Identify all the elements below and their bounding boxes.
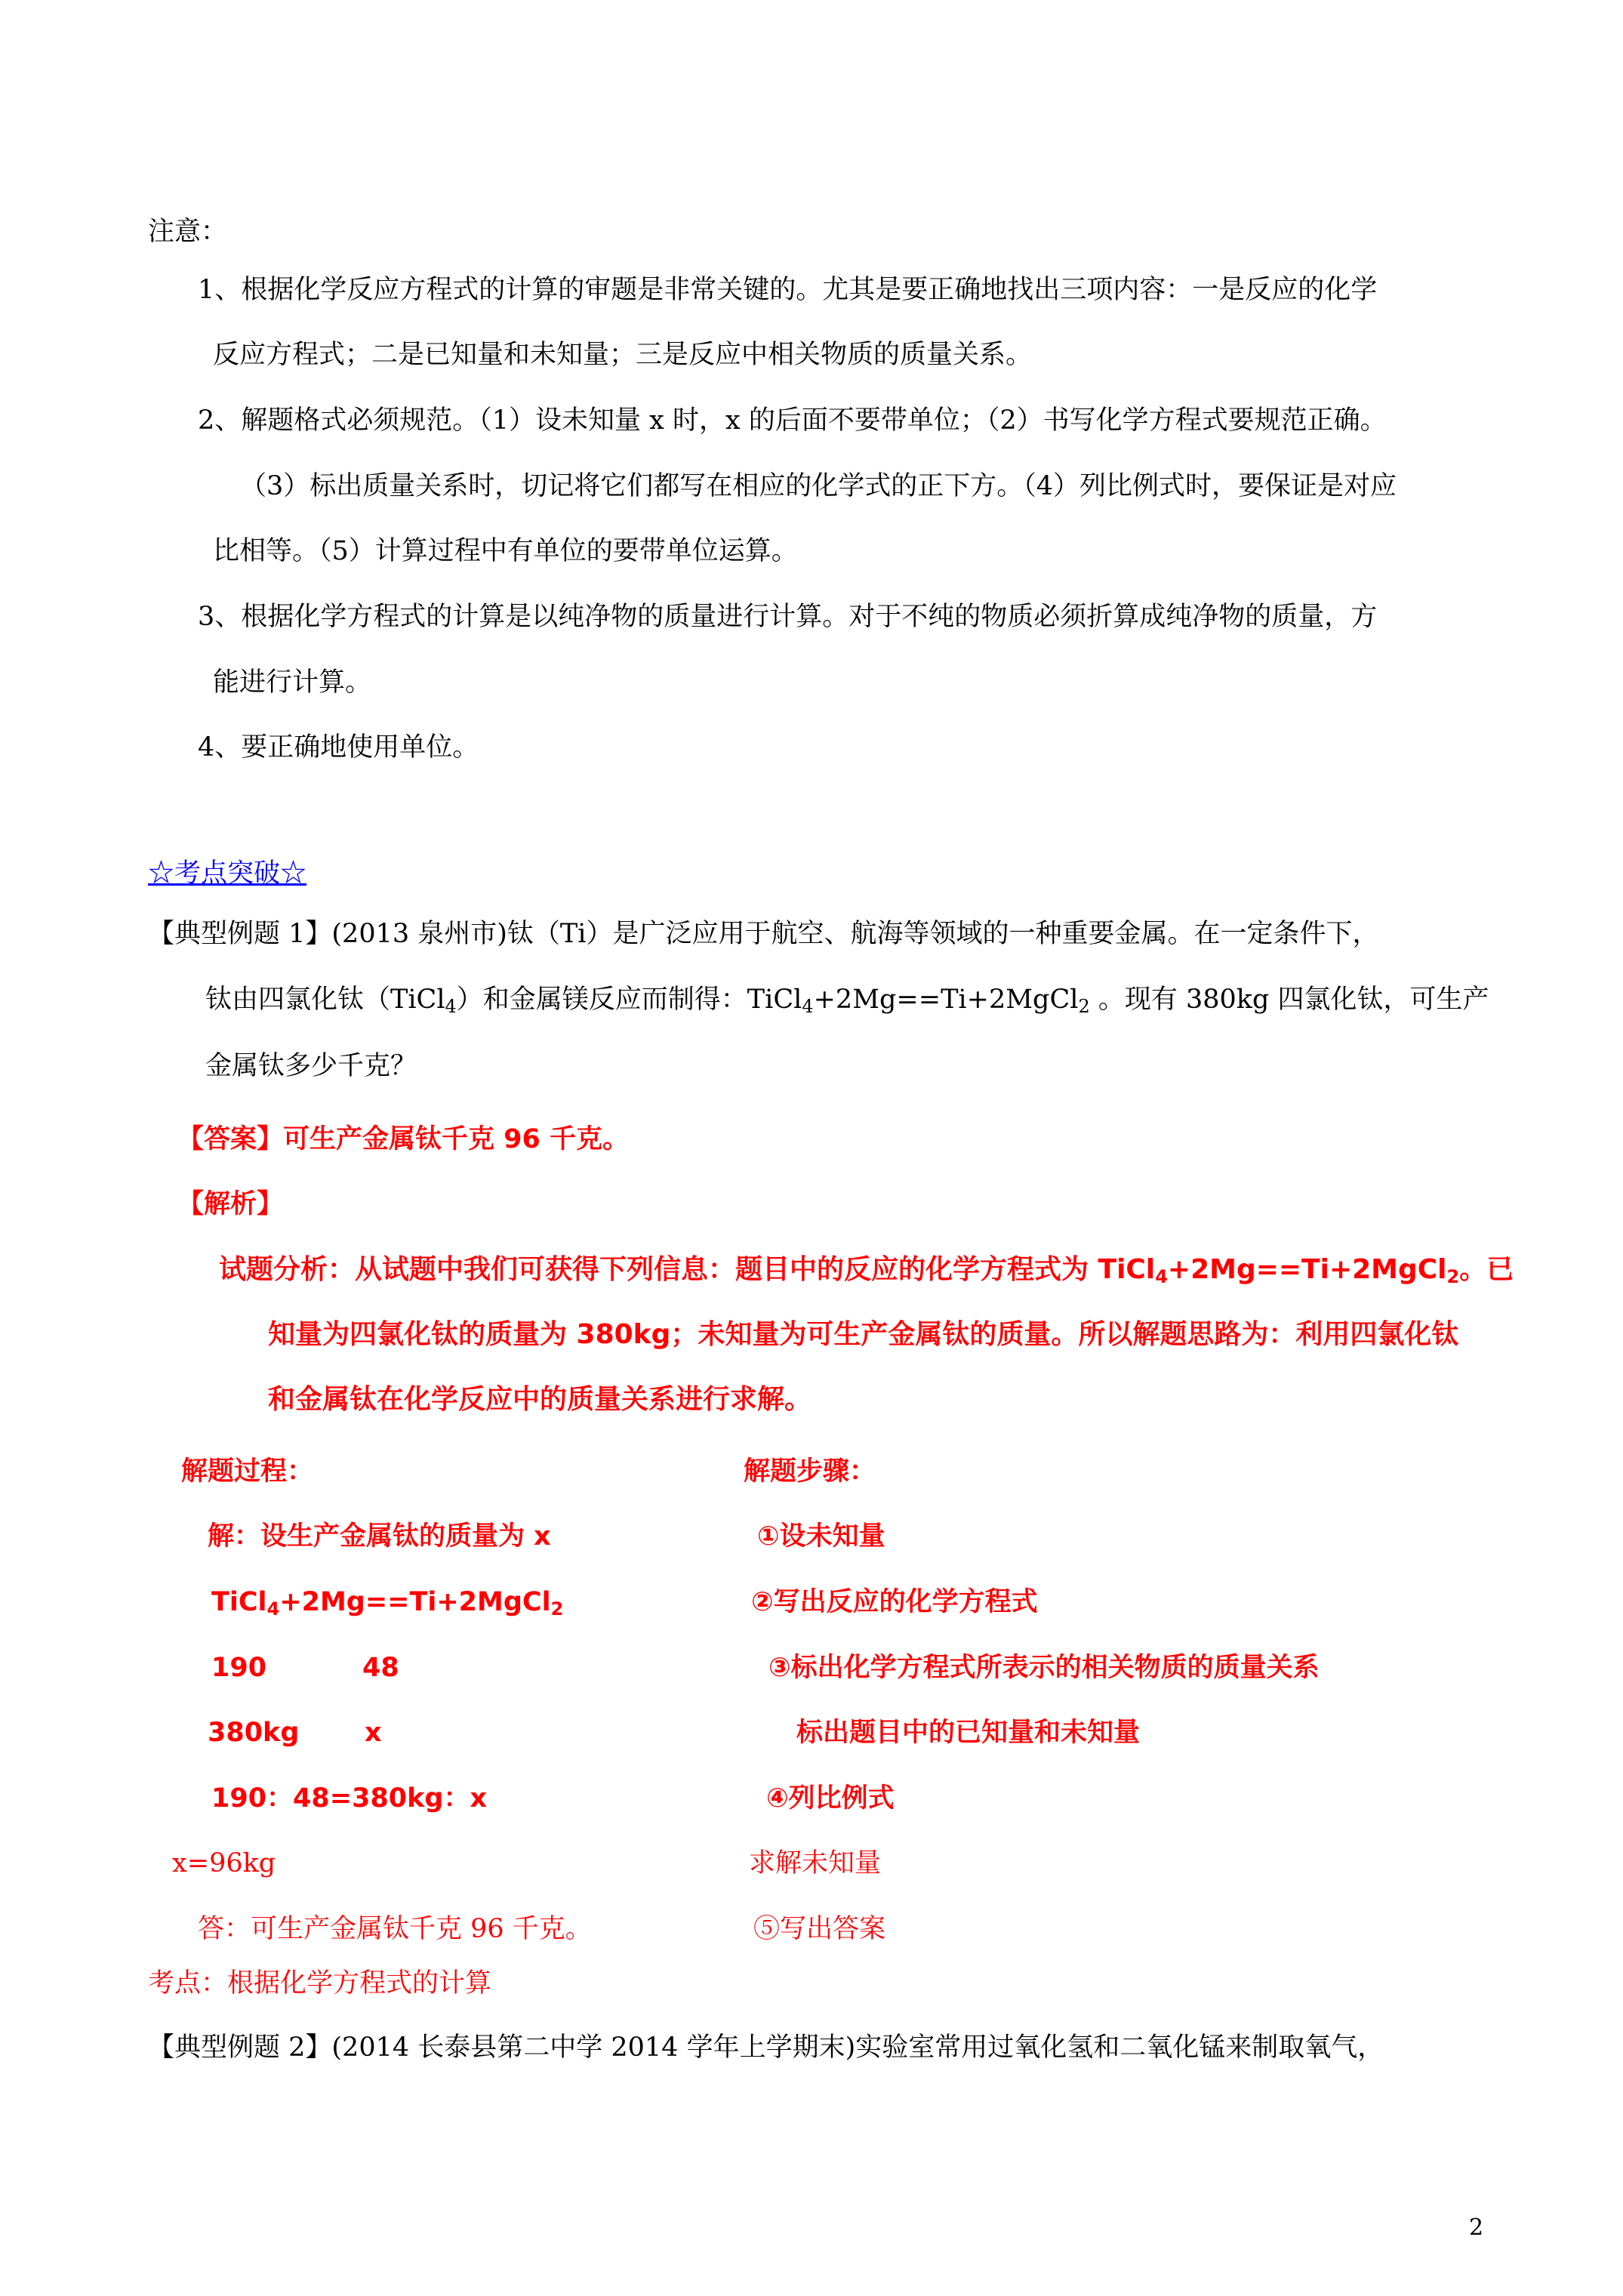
solution-steps-label: 解题步骤： — [744, 1456, 876, 1487]
example-1-line-1: 【典型例题 1】(2013 泉州市)钛（Ti）是广泛应用于航空、航海等领域的一种重要金属。在一定条件下， — [148, 919, 1379, 949]
solution-answer: 答：可生产金属钛千克 96 千克。 — [198, 1914, 592, 1944]
answer-label: 【答案】可生产金属钛千克 96 千克。 — [177, 1124, 630, 1154]
note-3-line-2: 能进行计算。 — [213, 667, 372, 698]
notes-heading: 注意： — [148, 217, 228, 247]
note-2-line-1: 2、解题格式必须规范。（1）设未知量 x 时，x 的后面不要带单位；（2）书写化学方程式要规范正确。 — [198, 405, 1387, 436]
solution-step-let: 解：设生产金属钛的质量为 x — [208, 1521, 551, 1552]
page-number: 2 — [1469, 2214, 1484, 2241]
step-1: ①设未知量 — [757, 1521, 885, 1552]
note-1-line-1: 1、根据化学反应方程式的计算的审题是非常关键的。尤其是要正确地找出三项内容：一是反应的化学 — [198, 275, 1378, 305]
analysis-line-2: 知量为四氯化钛的质量为 380kg；未知量为可生产金属钛的质量。所以解题思路为：利用四氯化钛 — [268, 1319, 1459, 1350]
note-3-line-1: 3、根据化学方程式的计算是以纯净物的质量进行计算。对于不纯的物质必须折算成纯净物的质量，方 — [198, 602, 1378, 632]
solution-process-label: 解题过程： — [181, 1456, 314, 1487]
solution-unknown-x: x — [365, 1718, 382, 1748]
section-title-link[interactable]: ☆考点突破☆ — [148, 858, 307, 889]
note-4-line-1: 4、要正确地使用单位。 — [198, 732, 479, 763]
note-2-line-3: 比相等。（5）计算过程中有单位的要带单位运算。 — [213, 536, 798, 566]
step-4: ④列比例式 — [766, 1783, 895, 1814]
solution-known-380kg: 380kg — [208, 1718, 300, 1748]
example-1-line-2: 钛由四氯化钛（TiCl$_4$）和金属镁反应而制得：TiCl$_4$+2Mg==Ti+2MgCl$_2$ 。现有 380kg 四氯化钛，可生产 — [205, 985, 1489, 1017]
solution-result: x=96kg — [172, 1848, 276, 1878]
step-3b: 标出题目中的已知量和未知量 — [796, 1718, 1141, 1748]
example-1-line-3: 金属钛多少千克？ — [205, 1051, 417, 1081]
analysis-label: 【解析】 — [177, 1189, 284, 1219]
note-2-line-2: （3）标出质量关系时，切记将它们都写在相应的化学式的正下方。（4）列比例式时，要保证是对应 — [240, 471, 1397, 501]
step-solve: 求解未知量 — [749, 1848, 882, 1878]
solution-equation: TiCl$_4$+2Mg==Ti+2MgCl$_2$ — [211, 1587, 564, 1620]
solution-mass-190: 190 — [211, 1653, 267, 1683]
step-3: ③标出化学方程式所表示的相关物质的质量关系 — [768, 1653, 1320, 1683]
step-5: ⑤写出答案 — [753, 1914, 886, 1944]
step-2: ②写出反应的化学方程式 — [751, 1587, 1038, 1617]
note-1-line-2: 反应方程式；二是已知量和未知量；三是反应中相关物质的质量关系。 — [213, 340, 1033, 370]
analysis-line-3: 和金属钛在化学反应中的质量关系进行求解。 — [268, 1384, 812, 1415]
solution-proportion: 190：48=380kg：x — [211, 1783, 488, 1814]
exam-point: 考点：根据化学方程式的计算 — [148, 1968, 492, 1999]
example-2-line-1: 【典型例题 2】(2014 长泰县第二中学 2014 学年上学期末)实验室常用过氧化氢和二氧化锰来制取氧气， — [148, 2032, 1384, 2063]
solution-mass-48: 48 — [362, 1653, 399, 1683]
analysis-line-1: 试题分析：从试题中我们可获得下列信息：题目中的反应的化学方程式为 TiCl$_4$+2Mg==Ti+2MgCl$_2$。已 — [219, 1254, 1514, 1287]
